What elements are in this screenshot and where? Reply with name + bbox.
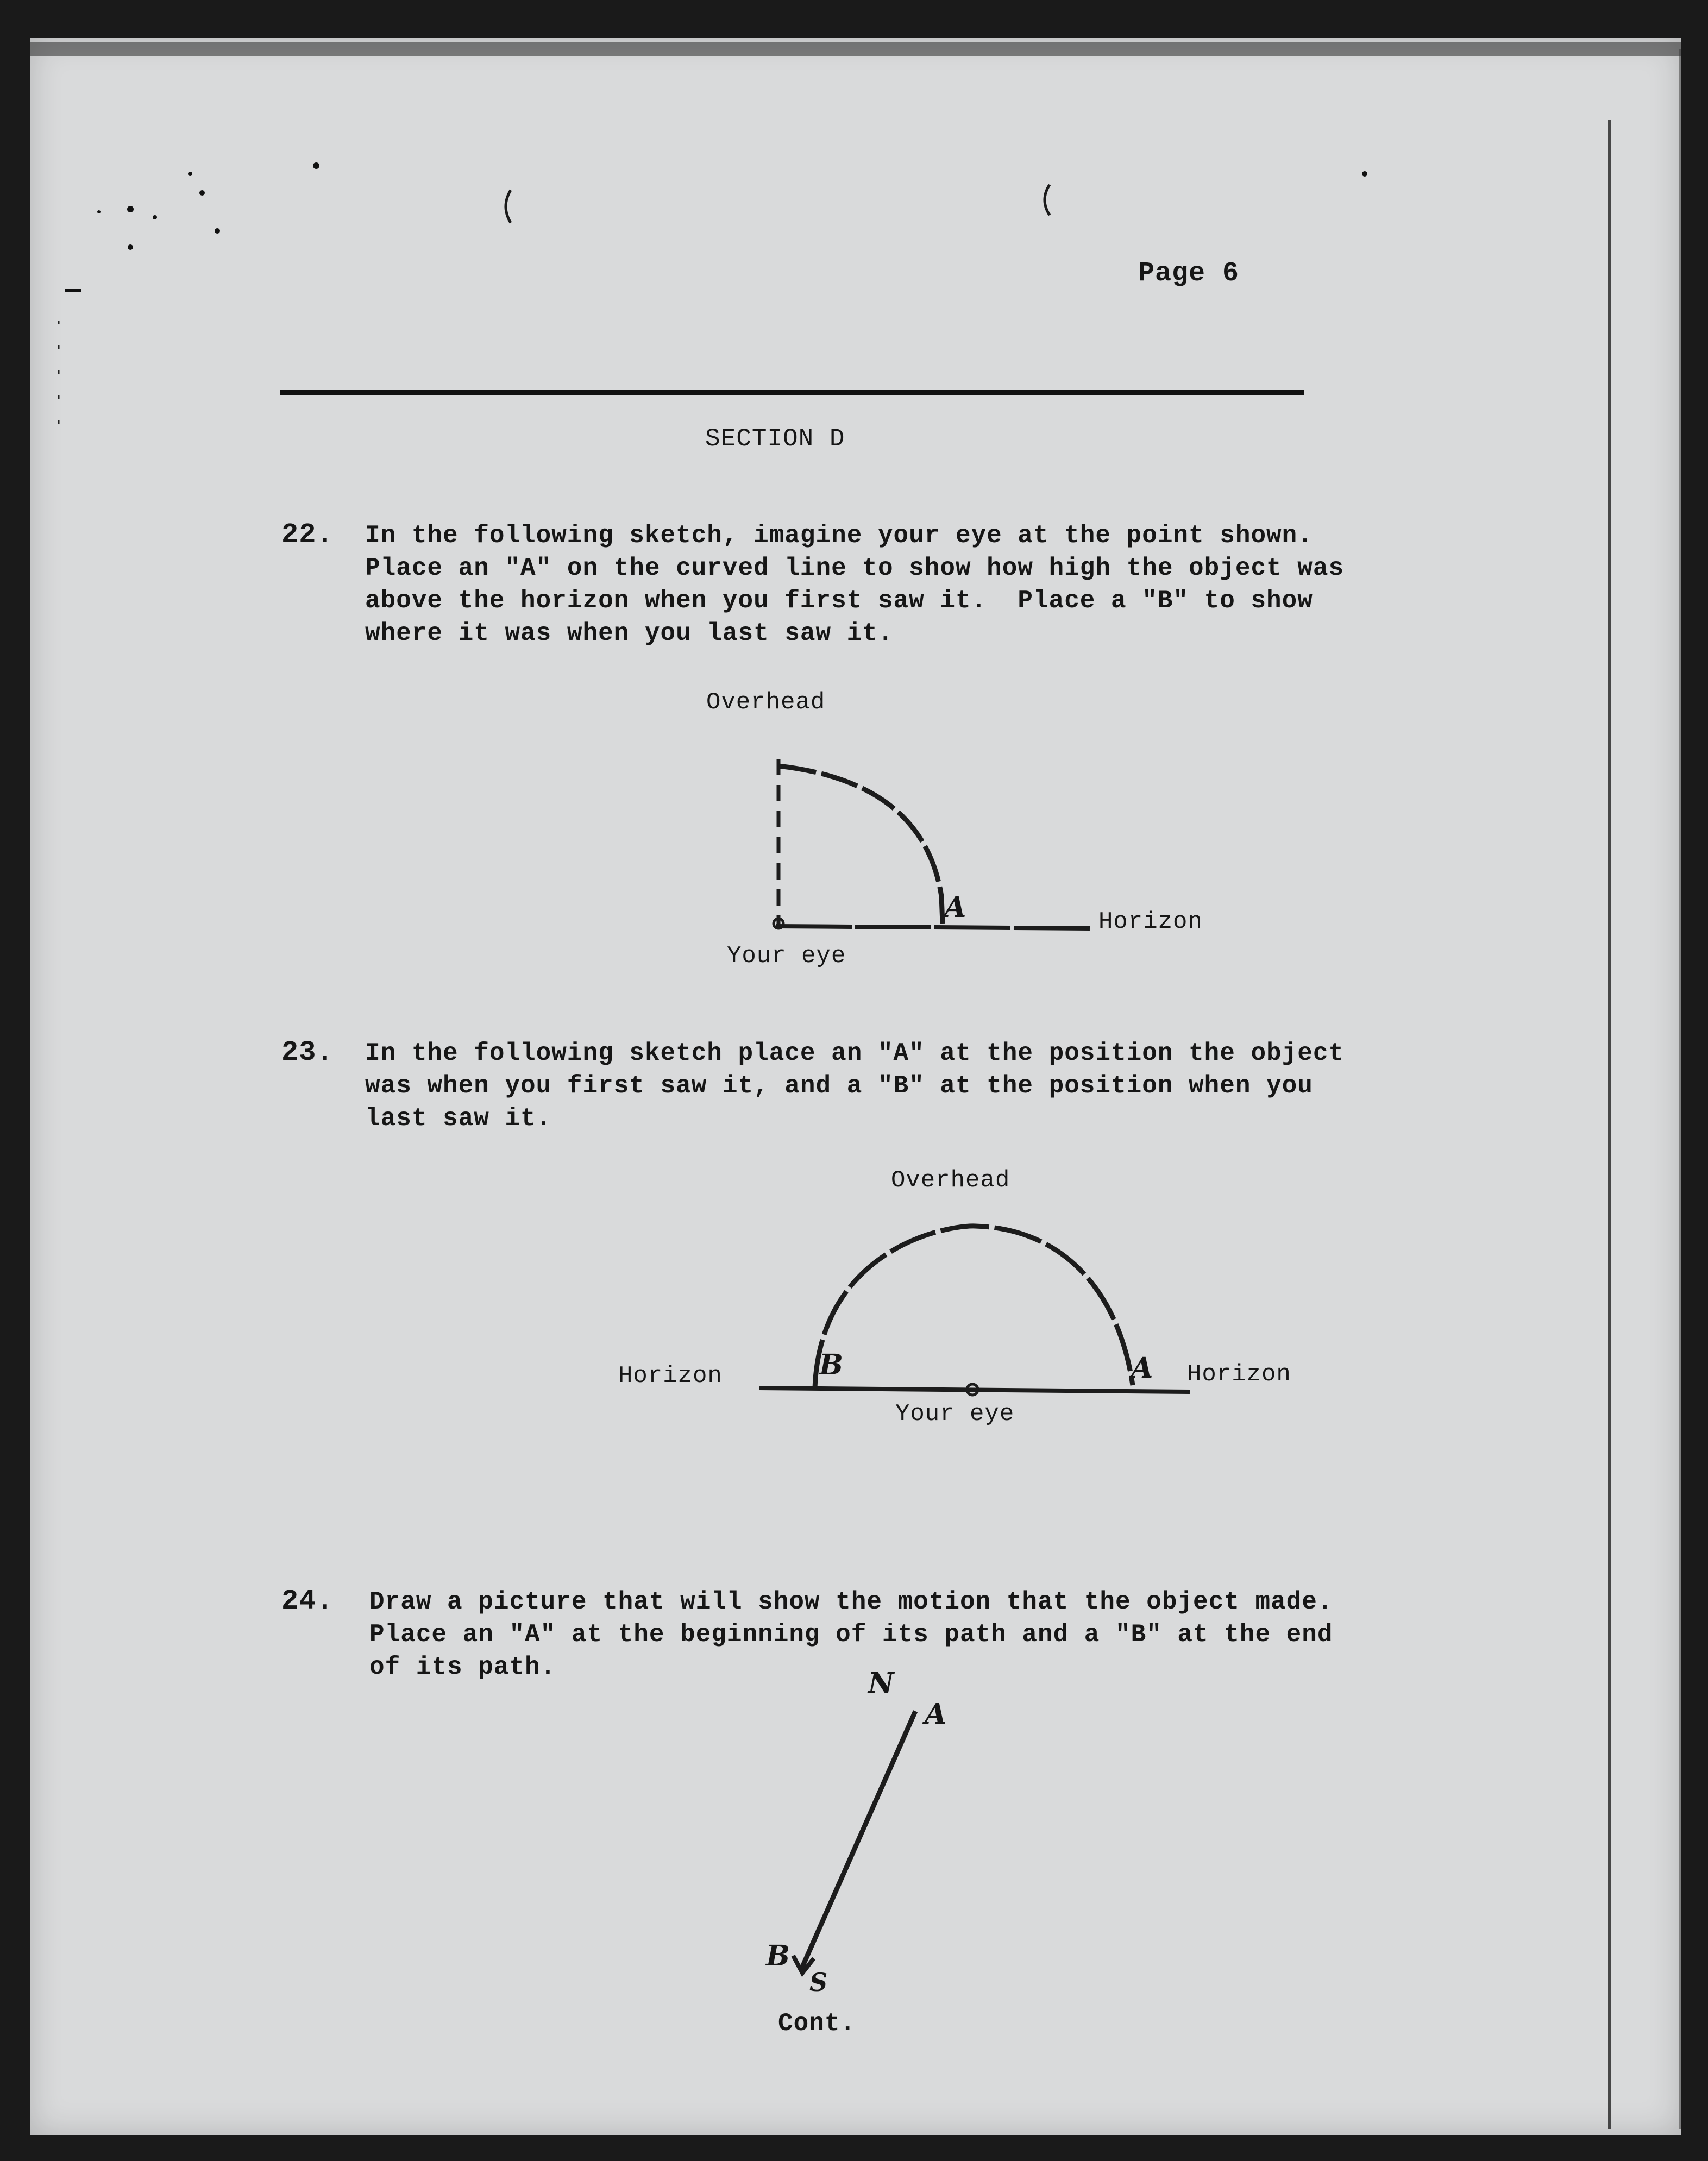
question-23-line-3: last saw it. <box>365 1104 552 1133</box>
question-23-line-1: In the following sketch place an "A" at the position the object <box>365 1039 1345 1067</box>
scan-mark-paren-left <box>506 190 511 223</box>
question-24-line-1: Draw a picture that will show the motion that the object made. <box>369 1588 1333 1616</box>
question-22-line-2: Place an "A" on the curved line to show how high the object was <box>365 554 1345 582</box>
question-23-number: 23. <box>281 1036 334 1069</box>
question-22-number: 22. <box>281 519 334 551</box>
q22-eye-label: Your eye <box>727 943 846 970</box>
q23-semicircle-arc <box>815 1226 1133 1388</box>
scan-mark-paren-right <box>1045 185 1050 215</box>
q22-quarter-arc <box>778 766 943 924</box>
section-title: SECTION D <box>705 425 845 453</box>
q22-horizon-label: Horizon <box>1098 908 1203 935</box>
question-22-line-4: where it was when you last saw it. <box>365 619 894 648</box>
question-22-line-3: above the horizon when you first saw it. Place a "B" to show <box>365 587 1313 615</box>
q23-mark-a: A <box>1131 1352 1154 1385</box>
q22-mark-a: A <box>944 891 967 924</box>
q23-mark-b: B <box>819 1348 844 1381</box>
scan-specks <box>65 162 1367 292</box>
question-24-line-3: of its path. <box>369 1653 556 1681</box>
q24-mark-a: A <box>925 1698 947 1731</box>
q22-horizon-line <box>776 926 1092 928</box>
question-24-line-2: Place an "A" at the beginning of its path and a "B" at the end <box>369 1620 1333 1649</box>
q23-eye-label: Your eye <box>895 1400 1015 1428</box>
continued-label: Cont. <box>778 2009 856 2038</box>
question-22-line-1: In the following sketch, imagine your eye at the point shown. <box>365 522 1313 550</box>
q22-overhead-label: Overhead <box>706 689 826 716</box>
q23-horizon-left-label: Horizon <box>618 1362 723 1390</box>
q23-horizon-right-label: Horizon <box>1187 1361 1291 1388</box>
q24-motion-path <box>801 1711 915 1969</box>
question-24-number: 24. <box>281 1585 334 1617</box>
q24-mark-s: S <box>809 1968 828 1997</box>
question-23-line-2: was when you first saw it, and a "B" at the position when you <box>365 1072 1313 1100</box>
page-number: Page 6 <box>1138 258 1240 289</box>
q23-overhead-label: Overhead <box>891 1167 1010 1194</box>
q24-mark-b: B <box>766 1939 790 1972</box>
q24-mark-n: N <box>868 1667 895 1700</box>
q23-horizon-line <box>759 1388 1190 1392</box>
